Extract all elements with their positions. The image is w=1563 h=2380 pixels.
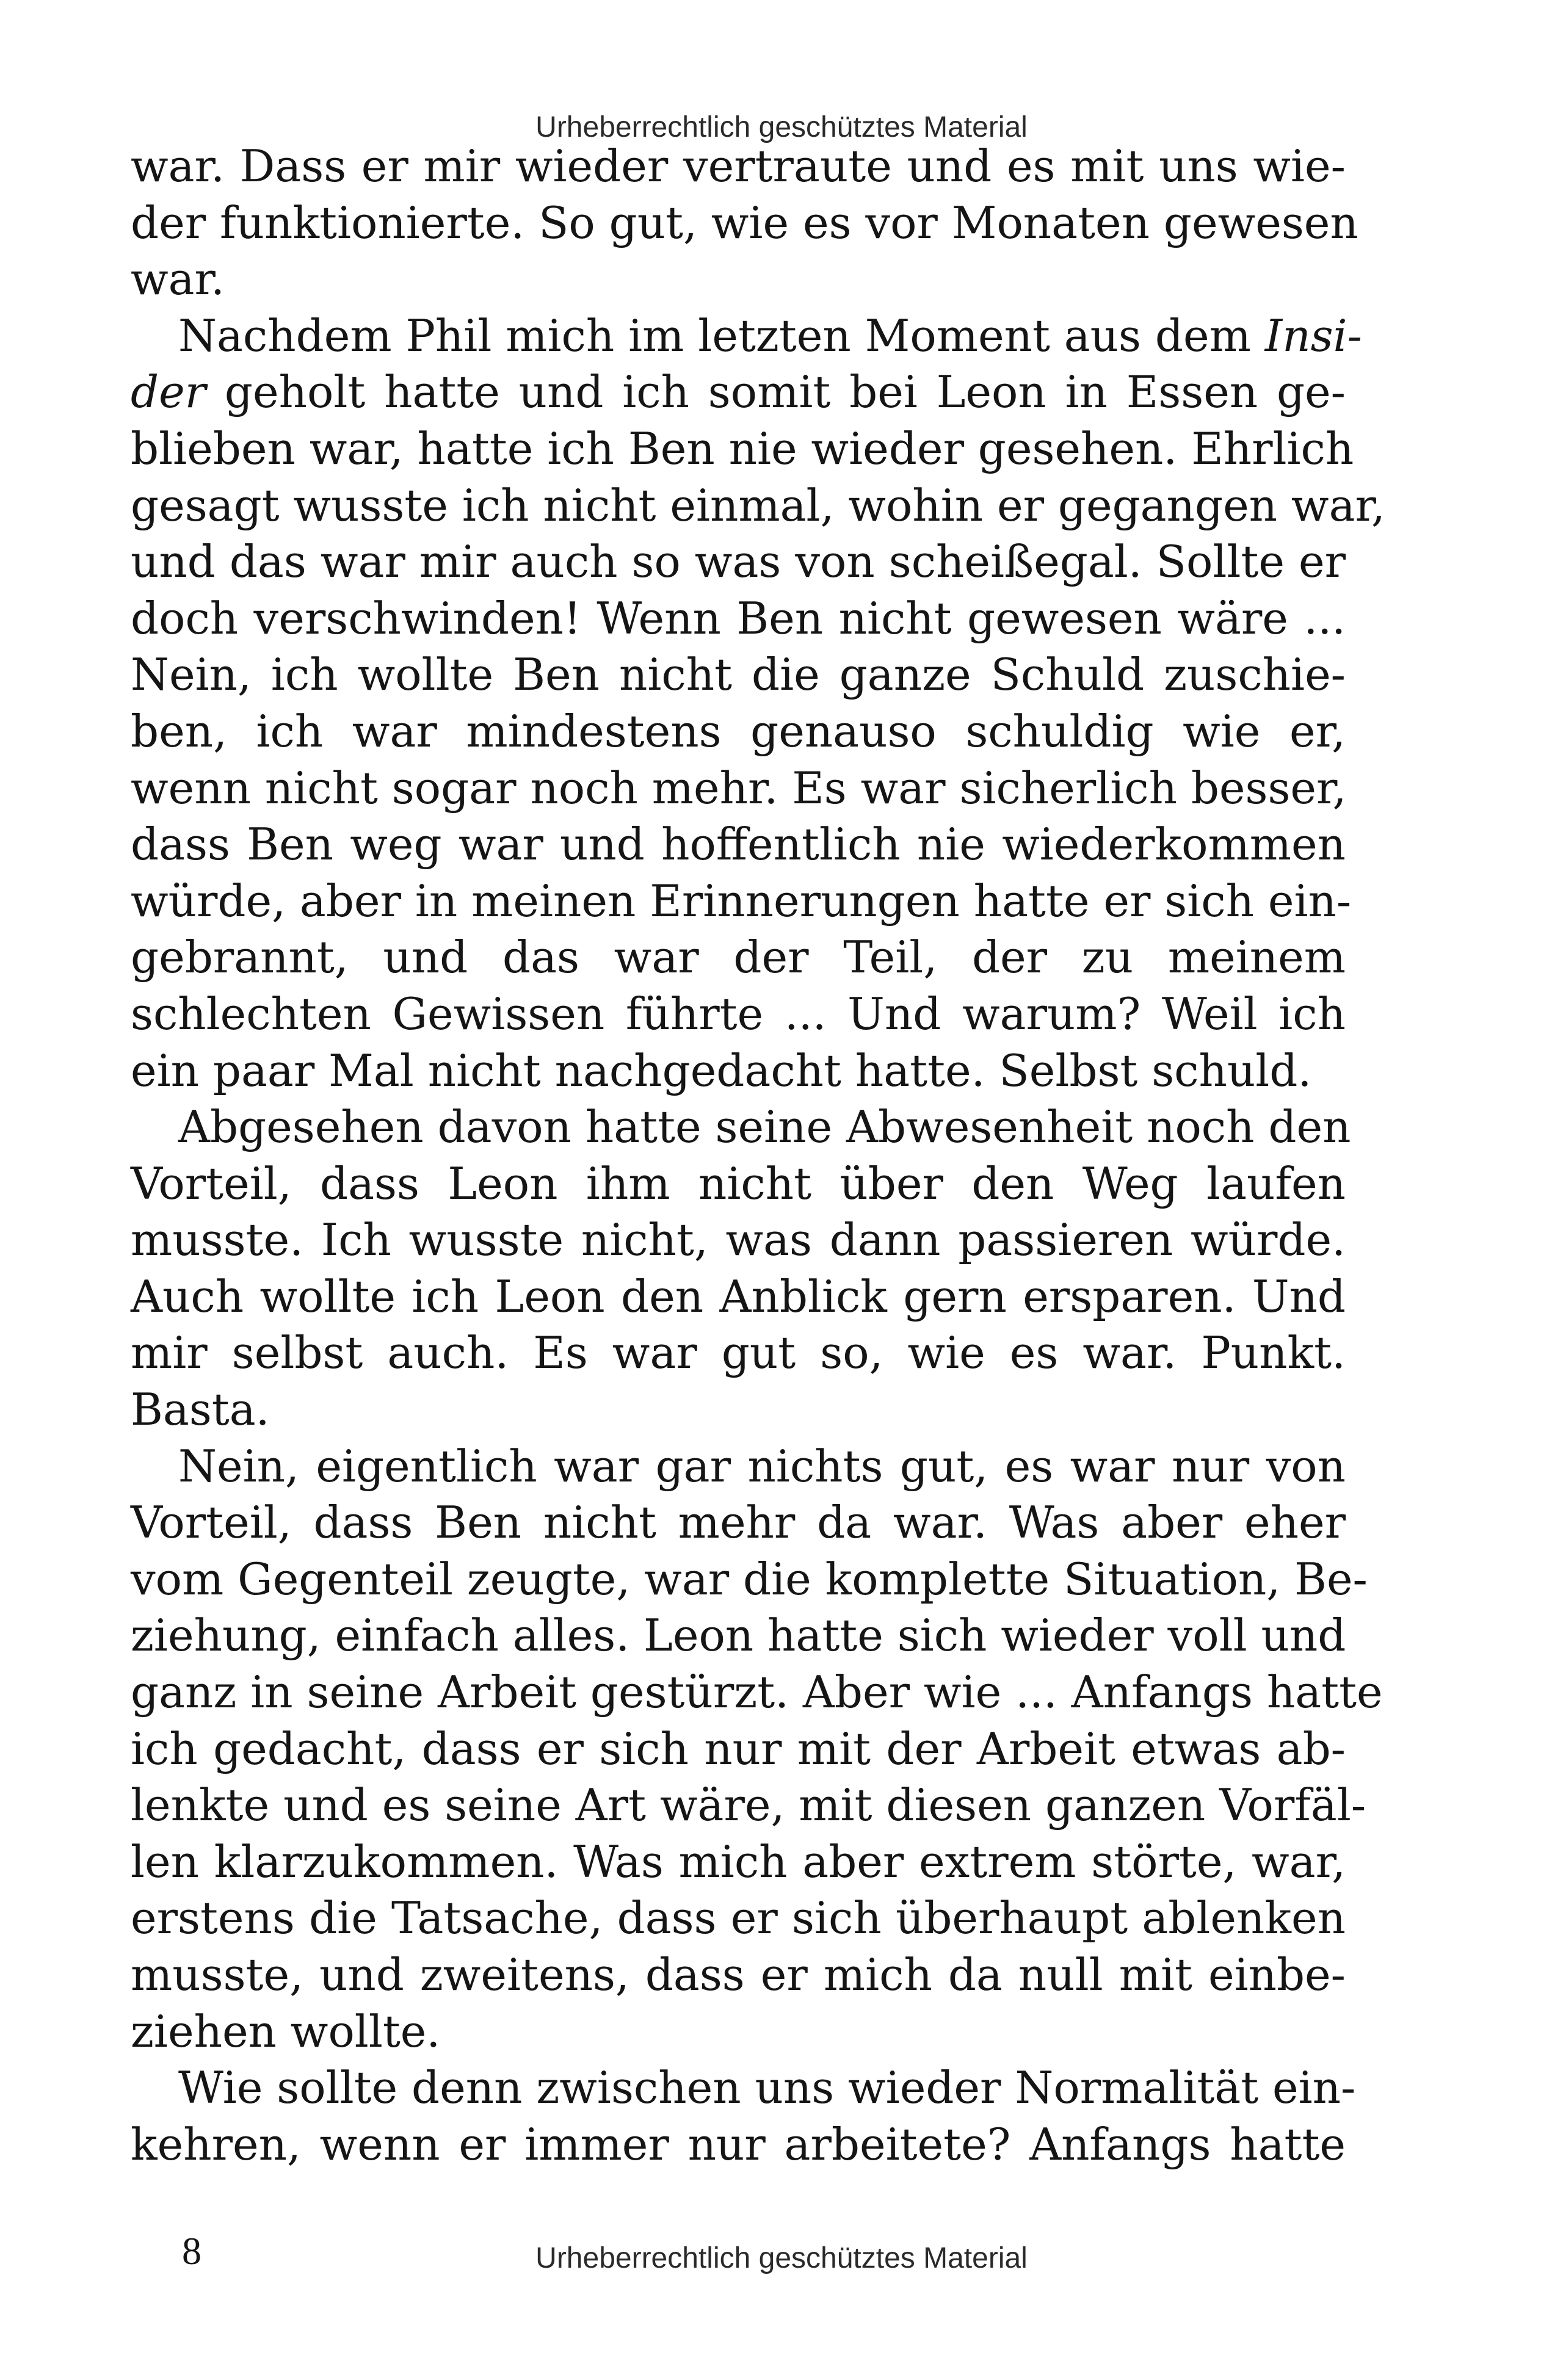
italic-title: der <box>131 366 206 418</box>
text-line-with-italic: der geholt hatte und ich somit bei Leon in Essen ge- <box>131 366 1346 418</box>
text-line: würde, aber in meinen Erinnerungen hatte er sich ein- <box>131 875 1352 927</box>
watermark-top: Urheberrechtlich geschütztes Material <box>535 111 1028 143</box>
text-line: gebrannt, und das war der Teil, der zu meinem <box>131 931 1346 983</box>
text-line: musste. Ich wusste nicht, was dann passieren würde. <box>131 1214 1346 1266</box>
text-line: kehren, wenn er immer nur arbeitete? Anfangs hatte <box>131 2118 1346 2170</box>
page-number: 8 <box>182 2229 201 2273</box>
text-line: und das war mir auch so was von scheißegal. Sollte er <box>131 536 1346 588</box>
text-line: doch verschwinden! Wenn Ben nicht gewesen wäre ... <box>131 592 1346 644</box>
text-line: dass Ben weg war und hoffentlich nie wiederkommen <box>131 819 1346 870</box>
text-line: ein paar Mal nicht nachgedacht hatte. Selbst schuld. <box>131 1044 1312 1096</box>
text-line: wenn nicht sogar noch mehr. Es war sicherlich besser, <box>131 762 1347 814</box>
text-line: ziehung, einfach alles. Leon hatte sich wieder voll und <box>131 1610 1346 1662</box>
text-line: Basta. <box>131 1384 270 1436</box>
text-line: blieben war, hatte ich Ben nie wieder gesehen. Ehrlich <box>131 422 1354 474</box>
text-line: erstens die Tatsache, dass er sich überhaupt ablenken <box>131 1892 1346 1944</box>
watermark-bottom: Urheberrechtlich geschütztes Material <box>535 2242 1028 2274</box>
italic-title: Insi- <box>1264 309 1362 361</box>
text-line: ben, ich war mindestens genauso schuldig wie er, <box>131 705 1346 757</box>
text-line: schlechten Gewissen führte ... Und warum? Weil ich <box>131 988 1346 1040</box>
text-line: war. <box>131 253 225 305</box>
text-line: lenkte und es seine Art wäre, mit diesen ganzen Vorfäl- <box>131 1779 1366 1831</box>
text-line: len klarzukommen. Was mich aber extrem störte, war, <box>131 1836 1346 1887</box>
body-text <box>131 138 1385 2172</box>
text-line: Abgesehen davon hatte seine Abwesenheit noch den <box>178 1101 1351 1153</box>
text-line: ziehen wollte. <box>131 2005 441 2057</box>
text-line: vom Gegenteil zeugte, war die komplette Situation, Be- <box>131 1553 1368 1605</box>
text-line: ganz in seine Arbeit gestürzt. Aber wie ... Anfangs hatte <box>131 1666 1383 1718</box>
text-line: Wie sollte denn zwischen uns wieder Normalität ein- <box>178 2062 1356 2114</box>
text-line-with-italic: Nachdem Phil mich im letzten Moment aus dem Insi- <box>178 309 1362 361</box>
text-line: Nein, ich wollte Ben nicht die ganze Schuld zuschie- <box>131 649 1346 701</box>
text-line: Nein, eigentlich war gar nichts gut, es war nur von <box>178 1440 1346 1492</box>
text-line: war. Dass er mir wieder vertraute und es mit uns wie- <box>131 140 1346 192</box>
text-line: mir selbst auch. Es war gut so, wie es war. Punkt. <box>131 1327 1346 1379</box>
text-line: musste, und zweitens, dass er mich da null mit einbe- <box>131 1949 1346 2000</box>
text-line: Vorteil, dass Leon ihm nicht über den Weg laufen <box>131 1157 1346 1209</box>
text-line: gesagt wusste ich nicht einmal, wohin er gegangen war, <box>131 479 1385 531</box>
text-line: Auch wollte ich Leon den Anblick gern ersparen. Und <box>131 1270 1346 1322</box>
text-line: der funktionierte. So gut, wie es vor Monaten gewesen <box>131 197 1358 248</box>
text-line: ich gedacht, dass er sich nur mit der Arbeit etwas ab- <box>131 1723 1346 1774</box>
text-line: Vorteil, dass Ben nicht mehr da war. Was aber eher <box>131 1497 1346 1549</box>
